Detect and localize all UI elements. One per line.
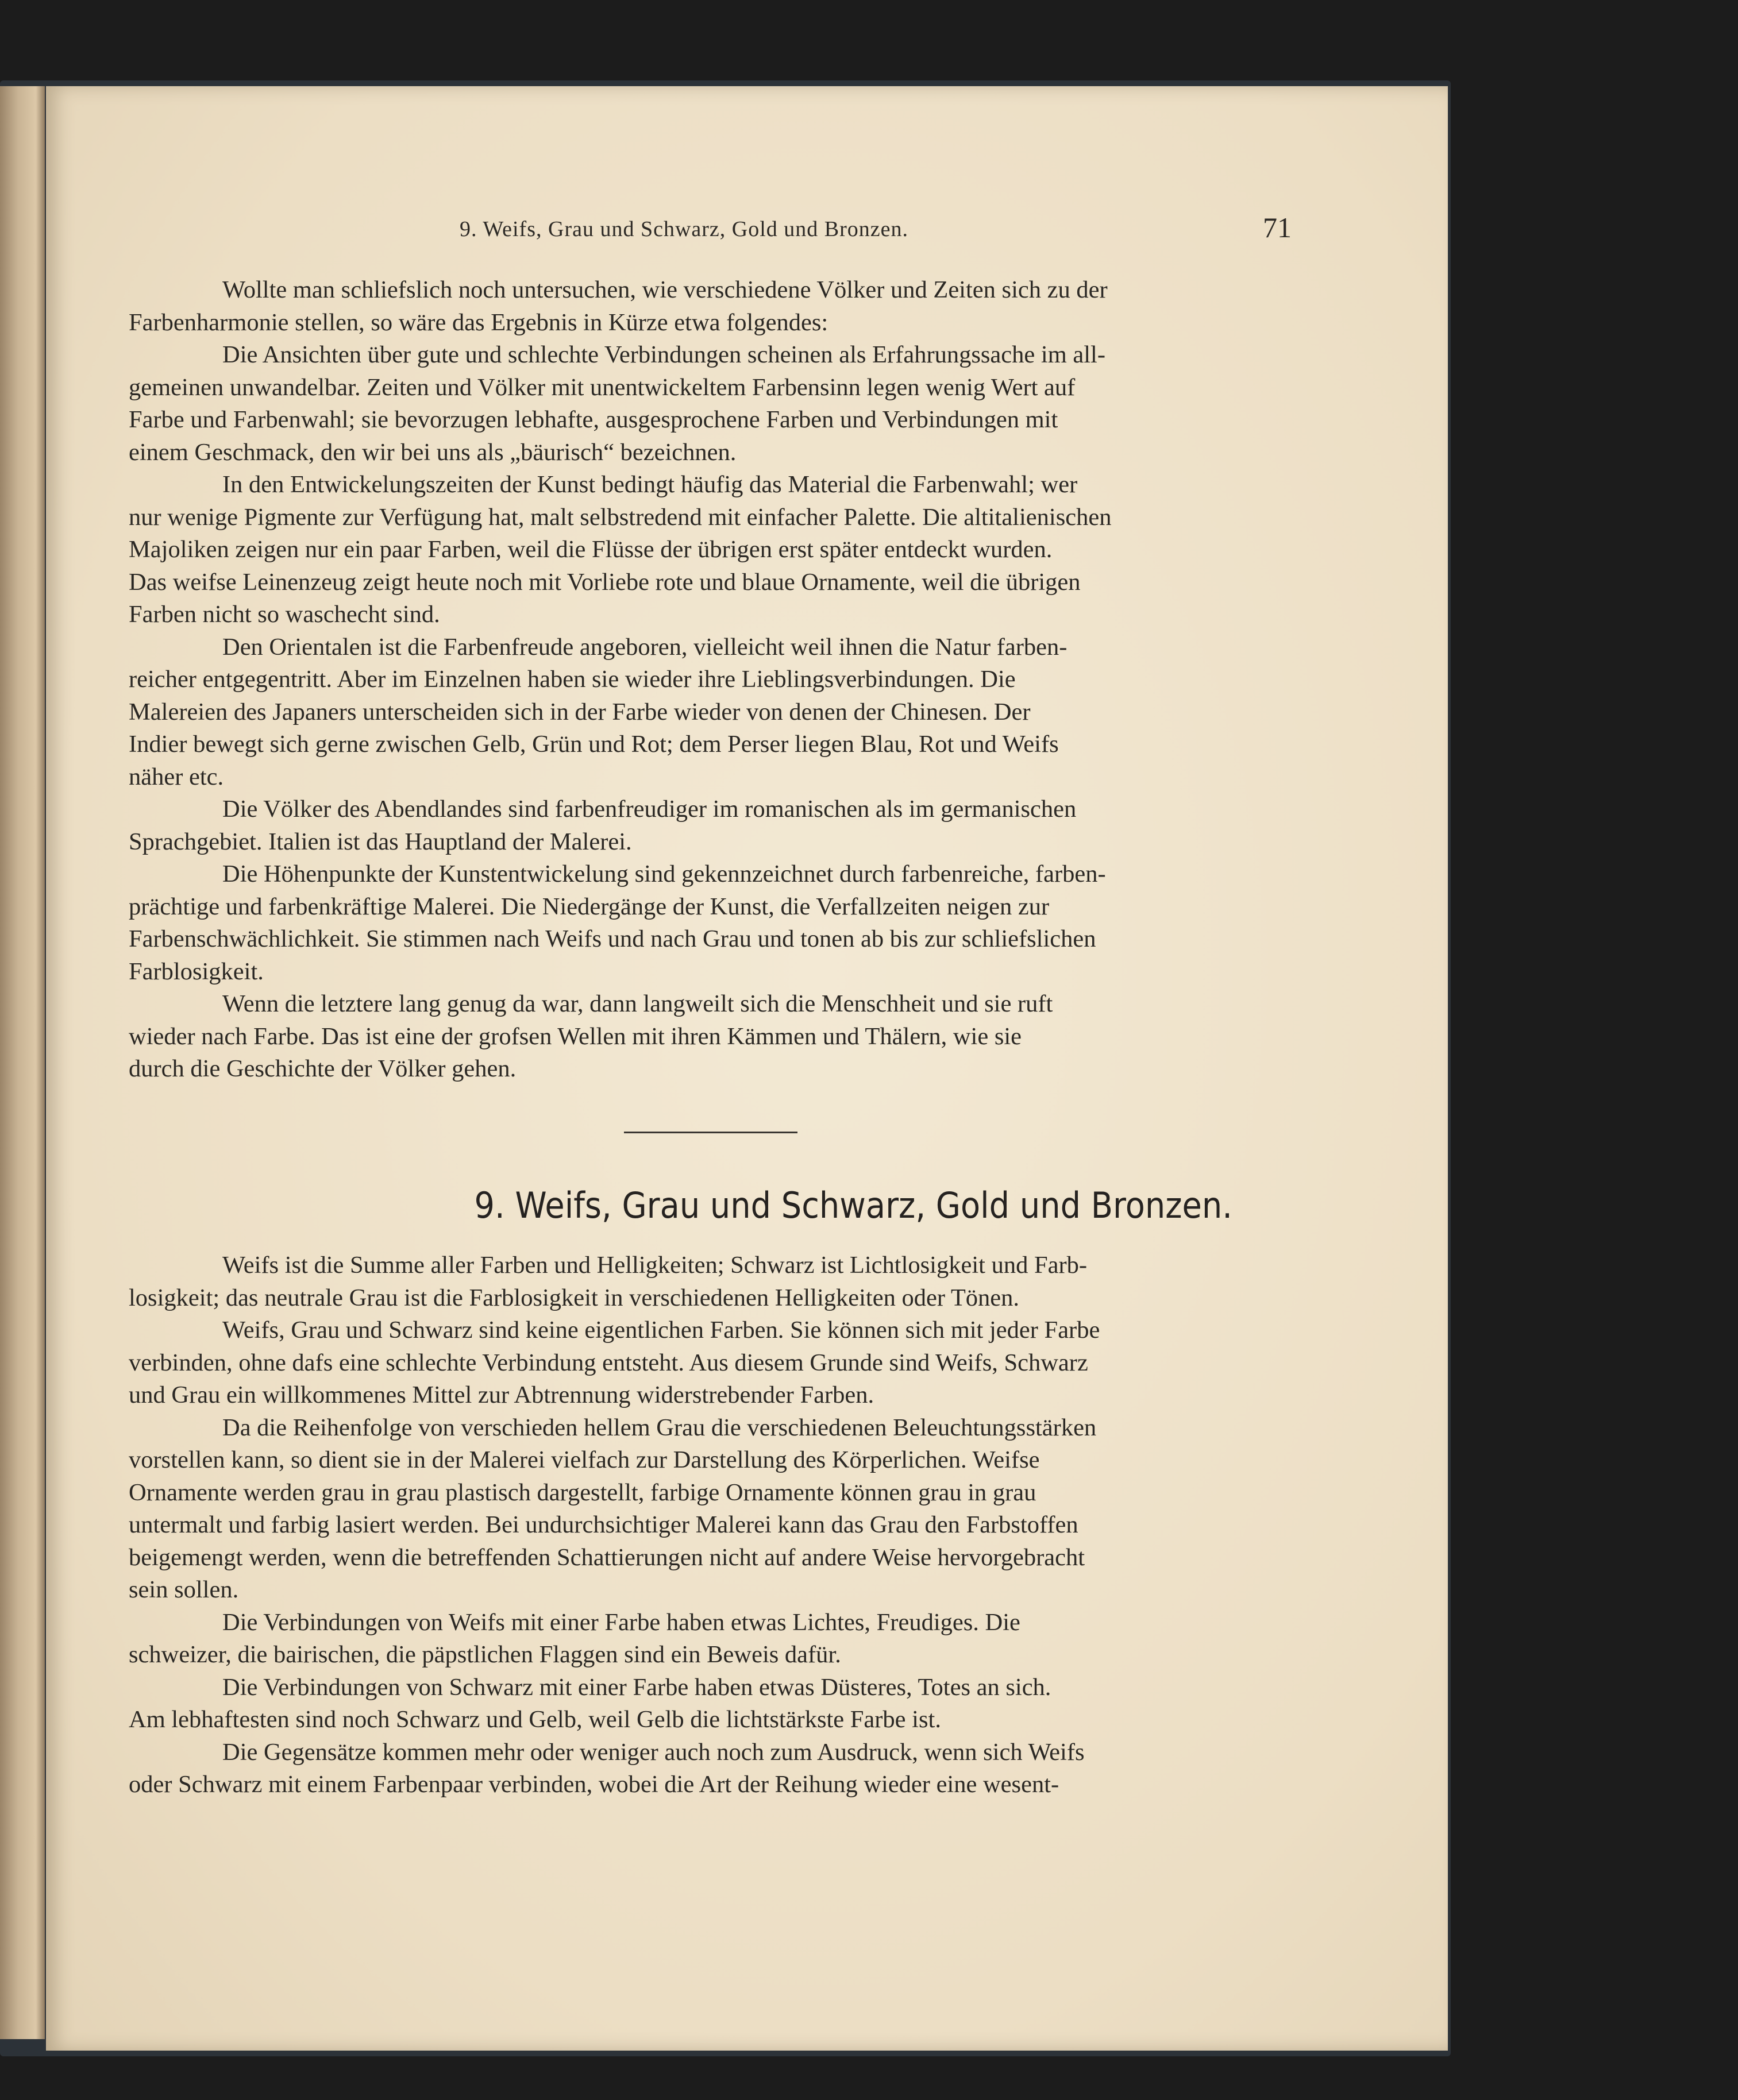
page-number: 71 xyxy=(1263,211,1292,244)
paragraph: Die Ansichten über gute und schlechte Verbindungen scheinen als Erfahrungssache im all- gemeinen unwandelbar. Zeiten und Völker mit unentwickeltem Farbensinn legen wenig Wert auf Farbe und Farbenwahl; sie bevorzugen lebhafte, ausgesprochene Farben und Verbindungen mit einem Geschmack, den wir bei uns als „bäurisch“ bezeichnen. xyxy=(129,341,1106,466)
continuation-text xyxy=(129,274,1289,1086)
paragraph: In den Entwickelungszeiten der Kunst bedingt häufig das Material die Farbenwahl; wer nur wenige Pigmente zur Verfügung hat, malt selbstredend mit einfacher Palette. Die altitalienischen Majoliken zeigen nur ein paar Farben, weil die Flüsse der übrigen erst später entdeckt wurden. Das weifse Leinenzeug zeigt heute noch mit Vorliebe rote und blaue Ornamente, weil die übrigen Farben nicht so waschecht sind. xyxy=(129,471,1112,628)
paragraph: Weifs, Grau und Schwarz sind keine eigentlichen Farben. Sie können sich mit jeder Farbe verbinden, ohne dafs eine schlechte Verbindung entsteht. Aus diesem Grunde sind Weifs, Schwarz und Grau ein willkommenes Mittel zur Abtrennung widerstrebender Farben. xyxy=(129,1317,1100,1408)
paragraph: Die Gegensätze kommen mehr oder weniger auch noch zum Ausdruck, wenn sich Weifs oder Schwarz mit einem Farbenpaar verbinden, wobei die Art der Reihung wieder eine wesent- xyxy=(129,1738,1085,1798)
paragraph: Die Verbindungen von Weifs mit einer Farbe haben etwas Lichtes, Freudiges. Die schweizer, die bairischen, die päpstlichen Flaggen sind ein Beweis dafür. xyxy=(129,1608,1020,1668)
running-head xyxy=(0,132,1738,244)
left-page-edge xyxy=(0,86,45,2039)
running-head-title: 9. Weifs, Grau und Schwarz, Gold und Bronzen. xyxy=(460,217,909,241)
paragraph: Wollte man schliefslich noch untersuchen, wie verschiedene Völker und Zeiten sich zu der Farbenharmonie stellen, so wäre das Ergebnis in Kürze etwa folgendes: xyxy=(129,276,1108,336)
section-text xyxy=(129,1249,1289,1801)
paragraph: Die Verbindungen von Schwarz mit einer Farbe haben etwas Düsteres, Totes an sich. Am lebhaftesten sind noch Schwarz und Gelb, weil Gelb die lichtstärkste Farbe ist. xyxy=(129,1673,1051,1733)
section-divider xyxy=(624,1132,797,1133)
paragraph: Den Orientalen ist die Farbenfreude angeboren, vielleicht weil ihnen die Natur farben- reicher entgegentritt. Aber im Einzelnen haben sie wieder ihre Lieblingsverbindungen. Die Malereien des Japaners unterscheiden sich in der Farbe wieder von denen der Chinesen. Der Indier bewegt sich gerne zwischen Gelb, Grün und Rot; dem Perser liegen Blau, Rot und Weifs näher etc. xyxy=(129,633,1068,790)
paragraph: Die Völker des Abendlandes sind farbenfreudiger im romanischen als im germanischen Sprachgebiet. Italien ist das Hauptland der Malerei. xyxy=(129,796,1077,855)
paragraph: Wenn die letztere lang genug da war, dann langweilt sich die Menschheit und sie ruft wieder nach Farbe. Das ist eine der grofsen Wellen mit ihren Kämmen und Thälern, wie sie durch die Geschichte der Völker gehen. xyxy=(129,990,1053,1082)
section-heading: 9. Weifs, Grau und Schwarz, Gold und Bronzen. xyxy=(474,1184,1232,1226)
paragraph: Die Höhenpunkte der Kunstentwickelung sind gekennzeichnet durch farbenreiche, farben- prächtige und farbenkräftige Malerei. Die Niedergänge der Kunst, die Verfallzeiten neigen zur Farbenschwächlichkeit. Sie stimmen nach Weifs und nach Grau und tonen ab bis zur schliefslichen Farblosigkeit. xyxy=(129,860,1106,985)
paragraph: Da die Reihenfolge von verschieden hellem Grau die verschiedenen Beleuchtungsstärken vorstellen kann, so dient sie in der Malerei vielfach zur Darstellung des Körperlichen. Weifse Ornamente werden grau in grau plastisch dargestellt, farbige Ornamente können grau in grau untermalt und farbig lasiert werden. Bei undurchsichtiger Malerei kann das Grau den Farbstoffen beigemengt werden, wenn die betreffenden Schattierungen nicht auf andere Weise hervorgebracht sein sollen. xyxy=(129,1414,1097,1603)
paragraph: Weifs ist die Summe aller Farben und Helligkeiten; Schwarz ist Lichtlosigkeit und Farb- losigkeit; das neutrale Grau ist die Farblosigkeit in verschiedenen Helligkeiten oder Tönen. xyxy=(129,1252,1088,1311)
